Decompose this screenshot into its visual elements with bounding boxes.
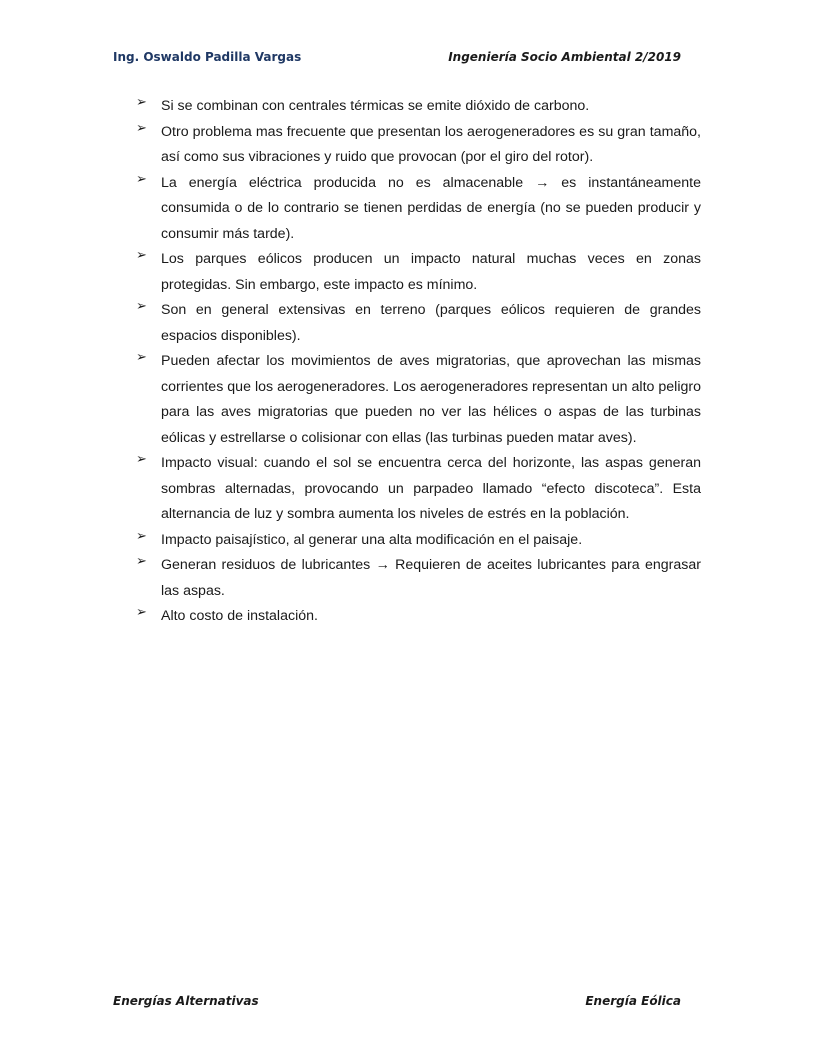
list-item-text: Generan residuos de lubricantes → Requieren de aceites lubricantes para engrasar las aspas. [161, 557, 701, 599]
header-author: Ing. Oswaldo Padilla Vargas [113, 50, 302, 64]
list-item-text: Alto costo de instalación. [161, 608, 318, 624]
list-item [136, 349, 701, 451]
arrowhead-bullet-icon: ➢ [136, 299, 147, 314]
list-item [136, 171, 701, 248]
page-footer [113, 994, 681, 1012]
list-item-text: Son en general extensivas en terreno (parques eólicos requieren de grandes espacios disponibles). [161, 302, 701, 344]
list-item-text: Impacto paisajístico, al generar una alta modificación en el paisaje. [161, 531, 583, 548]
list-item-text: La energía eléctrica producida no es almacenable → es instantáneamente consumida o de lo contrario se tienen perdidas de energía (no se pueden producir y consumir más tarde). [161, 174, 701, 242]
list-item [136, 451, 701, 528]
list-item [136, 247, 701, 298]
list-item-text: Si se combinan con centrales térmicas se emite dióxido de carbono. [161, 98, 590, 114]
list-item-text: Pueden afectar los movimientos de aves migratorias, que aprovechan las mismas corrientes que los aerogeneradores. Los aerogeneradores representan un alto peligro para las aves migratorias que pueden no ver las hélices o aspas de las turbinas eólicas y estrellarse o colisionar con ellas (las turbinas pueden matar aves). [161, 353, 701, 446]
list-item [136, 553, 701, 604]
list-item [136, 94, 701, 120]
arrowhead-bullet-icon: ➢ [136, 350, 147, 365]
list-item [136, 604, 701, 630]
arrowhead-bullet-icon: ➢ [136, 528, 147, 544]
arrowhead-bullet-icon: ➢ [136, 605, 147, 620]
arrowhead-bullet-icon: ➢ [136, 452, 147, 467]
bullet-list [136, 94, 701, 630]
list-item-text: Los parques eólicos producen un impacto natural muchas veces en zonas protegidas. Sin embargo, este impacto es mínimo. [161, 251, 701, 293]
arrowhead-bullet-icon: ➢ [136, 554, 147, 569]
arrowhead-bullet-icon: ➢ [136, 120, 147, 136]
arrowhead-bullet-icon: ➢ [136, 248, 147, 263]
arrowhead-bullet-icon: ➢ [136, 171, 147, 187]
list-item [136, 298, 701, 349]
footer-topic: Energía Eólica [585, 994, 681, 1008]
document-body [136, 94, 701, 630]
page-header [113, 50, 681, 68]
footer-subject: Energías Alternativas [113, 994, 259, 1008]
arrowhead-bullet-icon: ➢ [136, 95, 147, 110]
list-item [136, 120, 701, 171]
list-item [136, 528, 701, 554]
list-item-text: Impacto visual: cuando el sol se encuentra cerca del horizonte, las aspas generan sombras alternadas, provocando un parpadeo llamado “efecto discoteca”. Esta alternancia de luz y sombra aumenta los niveles de estrés en la población. [161, 455, 701, 522]
header-course: Ingeniería Socio Ambiental 2/2019 [448, 50, 681, 64]
list-item-text: Otro problema mas frecuente que presentan los aerogeneradores es su gran tamaño, así como sus vibraciones y ruido que provocan (por el giro del rotor). [161, 123, 701, 165]
